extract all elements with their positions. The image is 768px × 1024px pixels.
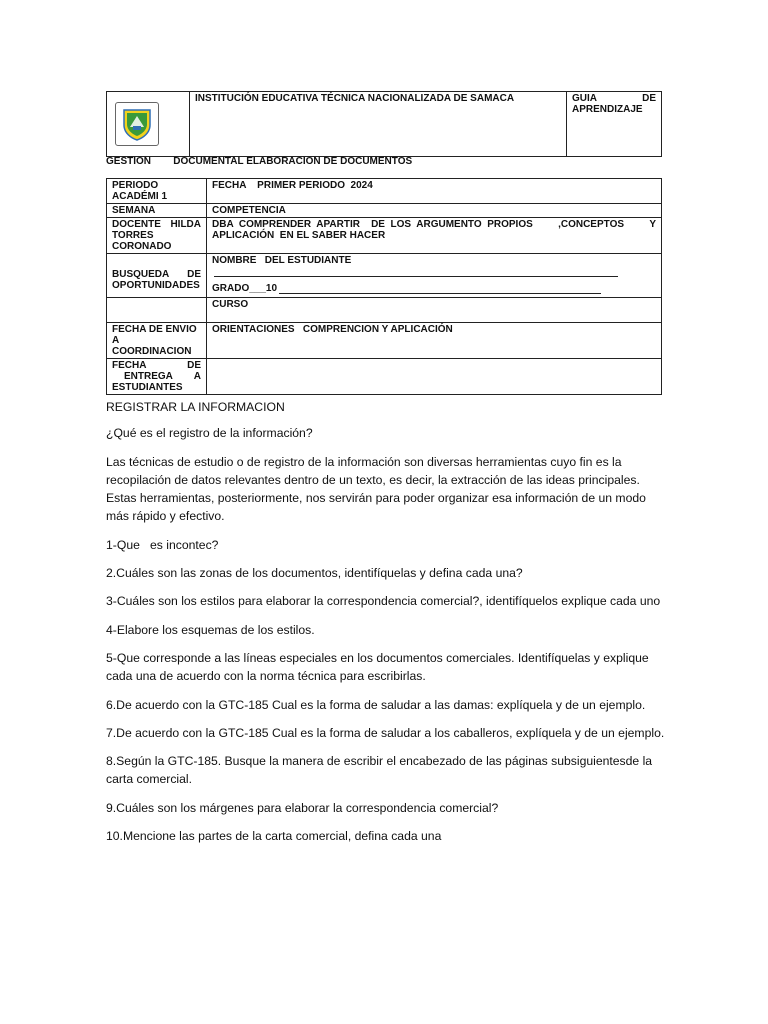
periodo-value: FECHA PRIMER PERIODO 2024 (207, 179, 662, 204)
docente-label-part: HILDA (170, 219, 201, 230)
school-logo (115, 102, 159, 146)
info-table (106, 178, 662, 395)
entrega-label-part: FECHA (112, 360, 147, 371)
semana-value: COMPETENCIA (207, 204, 662, 218)
dba-text: ,CONCEPTOS (558, 219, 625, 230)
row-periodo (107, 179, 662, 204)
row-curso (107, 298, 662, 323)
institution-name: INSTITUCIÓN EDUCATIVA TÉCNICA NACIONALIZADA DE SAMACA (190, 92, 567, 157)
envio-label-part: COORDINACION (112, 346, 192, 357)
grado-field[interactable] (279, 284, 601, 294)
question-item: 3-Cuáles son los estilos para elaborar la correspondencia comercial?, identifíquelos explique cada uno (106, 594, 661, 609)
row-docente (107, 218, 662, 254)
docente-label-part: CORONADO (112, 241, 172, 252)
dba-text: Y (649, 219, 656, 230)
docente-value (207, 218, 662, 254)
gestion-rest: DOCUMENTAL ELABORACION DE DOCUMENTOS (173, 156, 413, 167)
gestion-line (106, 156, 412, 167)
header-table (106, 91, 662, 157)
guia-cell (567, 92, 662, 157)
docente-label-part: DOCENTE (112, 219, 161, 230)
entrega-value-empty (207, 359, 662, 395)
question-item: 1-Que es incontec? (106, 537, 219, 552)
grado-label: GRADO___10 (212, 283, 278, 294)
entrega-label-part: ESTUDIANTES (112, 382, 183, 393)
gestion-word: GESTION (106, 156, 152, 167)
question-item: 4-Elabore los esquemas de los estilos. (106, 622, 315, 637)
question-item: 8.Según la GTC-185. Busque la manera de escribir el encabezado de las páginas subsiguientesde la carta comercial. (106, 754, 653, 787)
body-text (106, 398, 666, 855)
nombre-label: NOMBRE DEL ESTUDIANTE (212, 255, 352, 266)
de-word: DE (642, 93, 656, 104)
aprendizaje-word: APRENDIZAJE (572, 104, 643, 115)
docente-label (107, 218, 207, 254)
envio-value: ORIENTACIONES COMPRENCION Y APLICACIÓN (207, 323, 662, 359)
row-entrega (107, 359, 662, 395)
envio-label (107, 323, 207, 359)
guia-word: GUIA (572, 93, 597, 104)
entrega-label (107, 359, 207, 395)
entrega-label-part: A (193, 371, 201, 382)
semana-label: SEMANA (107, 204, 207, 218)
envio-label-part: A (112, 335, 120, 346)
curso-value: CURSO (207, 298, 662, 323)
busqueda-label-part: BUSQUEDA (112, 269, 170, 280)
question-item: 9.Cuáles son los márgenes para elaborar la correspondencia comercial? (106, 800, 499, 815)
entrega-label-part: ENTREGA (124, 371, 173, 382)
periodo-label: PERIODO ACADÉMI 1 (107, 179, 207, 204)
row-envio (107, 323, 662, 359)
curso-label-empty (107, 298, 207, 323)
logo-cell (107, 92, 190, 157)
entrega-label-part: DE (187, 360, 201, 371)
question-item: 6.De acuerdo con la GTC-185 Cual es la forma de saludar a las damas: explíquela y de un ejemplo. (106, 697, 646, 712)
intro-paragraph: Las técnicas de estudio o de registro de la información son diversas herramientas cuyo fin es la recopilación de datos relevantes dentro de un texto, es decir, la extracción de las ideas principales. Estas herramientas, posteriormente, nos servirán para poder organizar esa información de un modo más rápido y efectivo. (106, 454, 646, 524)
busqueda-label-part: OPORTUNIDADES (112, 280, 200, 291)
row-semana (107, 204, 662, 218)
section-heading: REGISTRAR LA INFORMACION (106, 400, 285, 414)
row-busqueda (107, 254, 662, 298)
envio-label-part: FECHA DE ENVIO (112, 324, 197, 335)
shield-icon (121, 107, 153, 141)
question-heading: ¿Qué es el registro de la información? (106, 426, 313, 441)
question-item: 5-Que corresponde a las líneas especiales en los documentos comerciales. Identifíquelas y explique cada una de acuerdo con la norma técnica para escribirlas. (106, 650, 649, 684)
dba-text: APLICACIÓN EN EL SABER HACER (212, 230, 386, 241)
dba-text: DBA COMPRENDER APARTIR DE LOS ARGUMENTO PROPIOS (212, 219, 533, 230)
busqueda-label (107, 254, 207, 298)
student-name-field[interactable] (214, 268, 618, 277)
docente-label-part: TORRES (112, 230, 154, 241)
busqueda-label-part: DE (187, 269, 201, 280)
student-name-cell (207, 254, 662, 298)
question-item: 7.De acuerdo con la GTC-185 Cual es la forma de saludar a los caballeros, explíquela y de un ejemplo. (106, 725, 665, 740)
question-item: 2.Cuáles son las zonas de los documentos, identifíquelas y defina cada una? (106, 566, 523, 581)
question-item: 10.Mencione las partes de la carta comercial, defina cada una (106, 829, 442, 844)
